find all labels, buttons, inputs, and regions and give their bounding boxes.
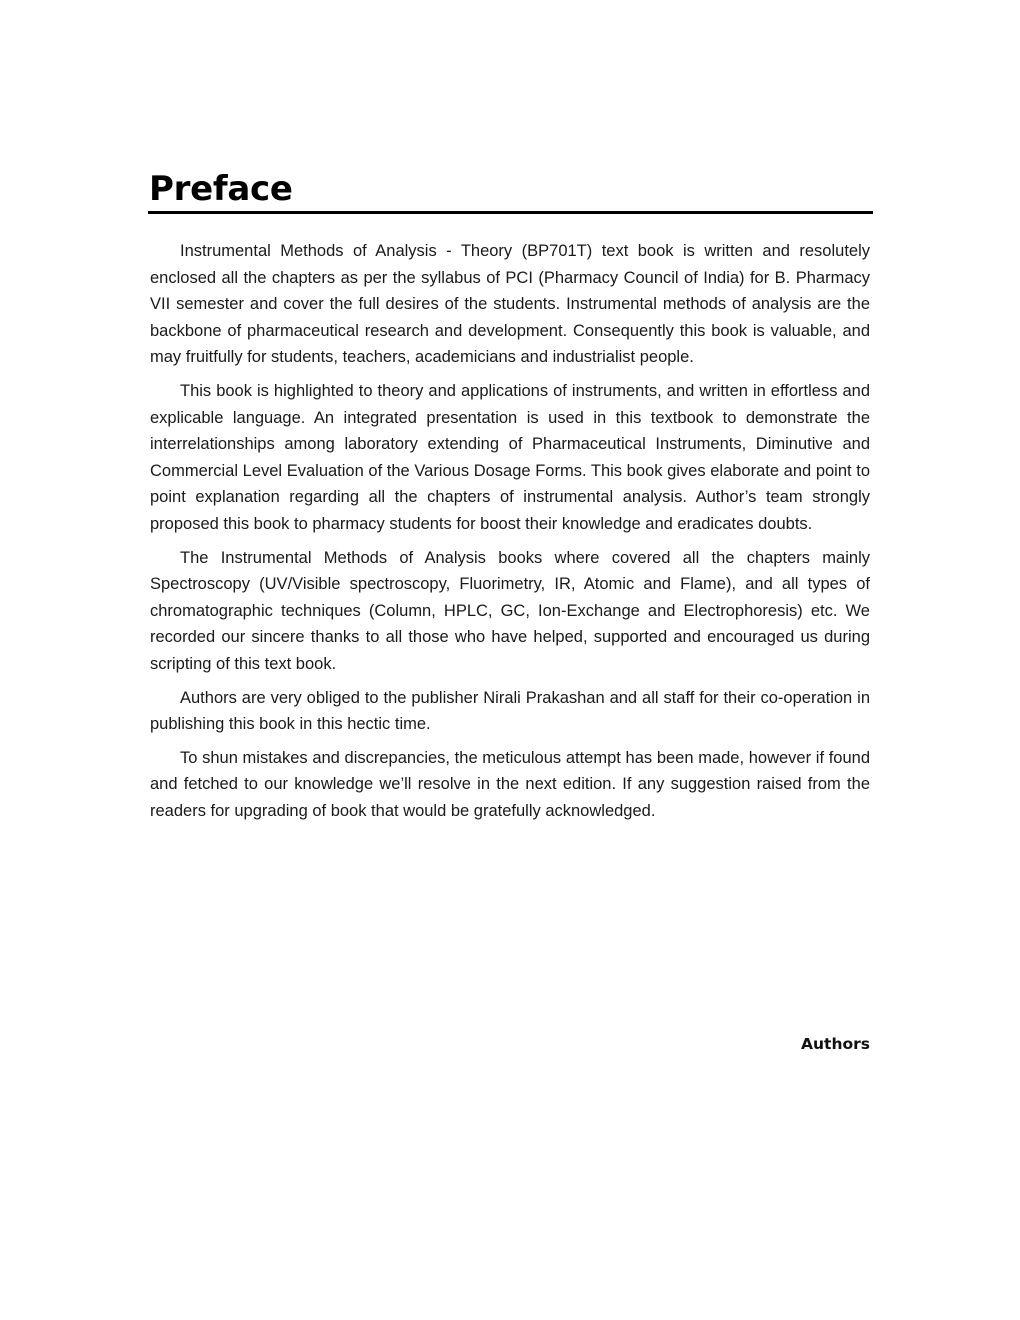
- paragraph-4: Authors are very obliged to the publisher Nirali Prakashan and all staff for their co-operation in publishing this book in this hectic time.: [150, 688, 870, 734]
- paragraph-2: This book is highlighted to theory and applications of instruments, and written in effortless and explicable language. An integrated presentation is used in this textbook to demonstrate the interrelationships among laboratory extending of Pharmaceutical Instruments, Diminutive and Commercial Level Evaluation of the Various Dosage Forms. This book gives elaborate and point to point explanation regarding all the chapters of instrumental analysis. Author’s team strongly proposed this book to pharmacy students for boost their knowledge and eradicates doubts.: [150, 381, 870, 533]
- paragraph-3: The Instrumental Methods of Analysis books where covered all the chapters mainly Spectroscopy (UV/Visible spectroscopy, Fluorimetry, IR, Atomic and Flame), and all types of chromatographic techniques (Column, HPLC, GC, Ion-Exchange and Electrophoresis) etc. We recorded our sincere thanks to all those who have helped, supported and encouraged us during scripting of this text book.: [150, 548, 870, 673]
- authors-signature: Authors: [801, 1035, 870, 1053]
- page-title: Preface: [149, 169, 293, 209]
- title-underline-divider: [148, 211, 873, 214]
- paragraph-1: Instrumental Methods of Analysis - Theory (BP701T) text book is written and resolutely enclosed all the chapters as per the syllabus of PCI (Pharmacy Council of India) for B. Pharmacy VII semester and cover the full desires of the students. Instrumental methods of analysis are the backbone of pharmaceutical research and development. Consequently this book is valuable, and may fruitfully for students, teachers, academicians and industrialist people.: [150, 242, 870, 367]
- paragraph-5: To shun mistakes and discrepancies, the meticulous attempt has been made, however if found and fetched to our knowledge we’ll resolve in the next edition. If any suggestion raised from the readers for upgrading of book that would be gratefully acknowledged.: [150, 748, 870, 820]
- preface-body: [150, 238, 870, 831]
